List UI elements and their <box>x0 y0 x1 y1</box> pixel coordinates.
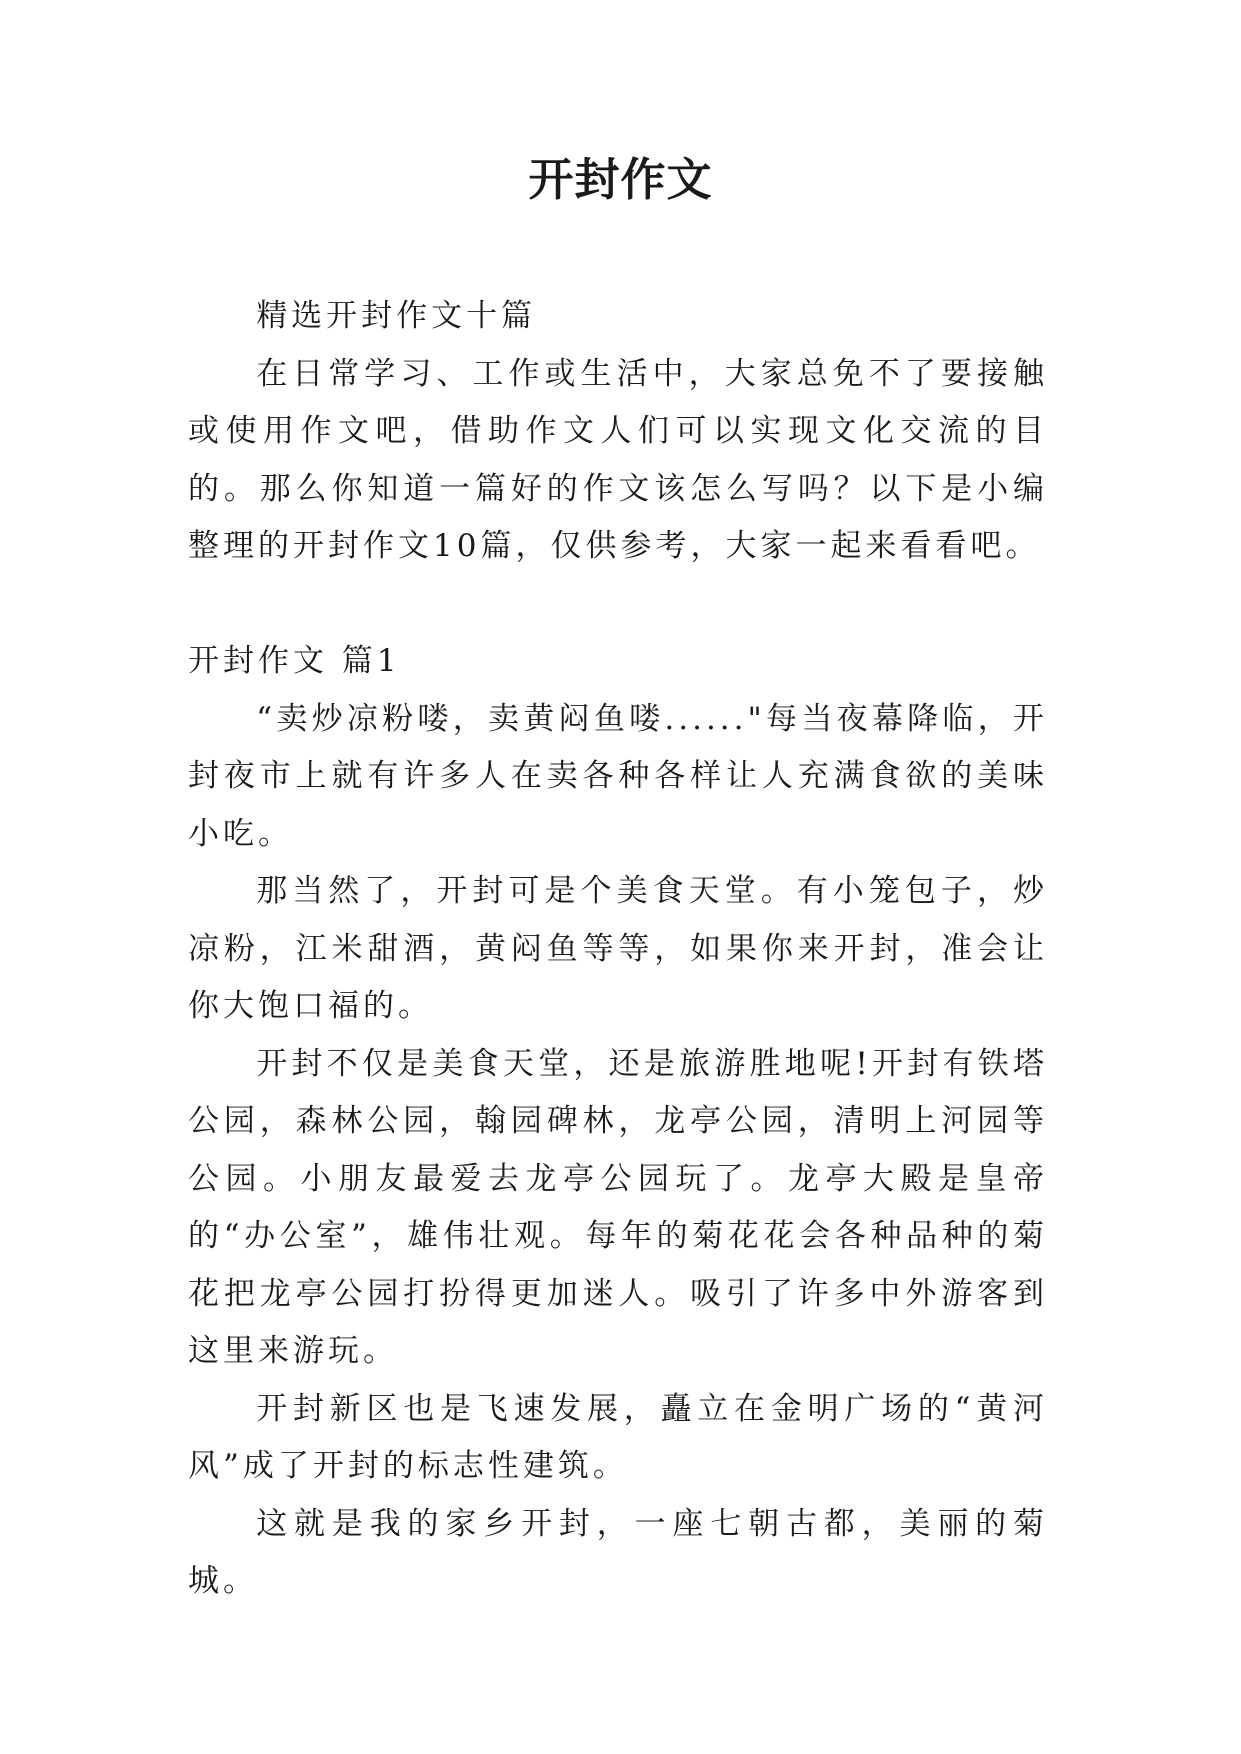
document-title: 开封作文 <box>528 153 713 206</box>
intro-paragraph: 在日常学习、工作或生活中，大家总免不了要接触或使用作文吧，借助作文人们可以实现文化交流的目的。那么你知道一篇好的作文该怎么写吗？以下是小编整理的开封作文10篇，仅供参考，大家一起来看看吧。 <box>188 355 1048 564</box>
document-subtitle: 精选开封作文十篇 <box>256 298 537 334</box>
body-paragraph: 开封不仅是美食天堂，还是旅游胜地呢!开封有铁塔公园，森林公园，翰园碑林，龙亭公园，清明上河园等公园。小朋友最爱去龙亭公园玩了。龙亭大殿是皇帝的“办公室”，雄伟壮观。每年的菊花花会各种品种的菊花把龙亭公园打扮得更加迷人。吸引了许多中外游客到这里来游玩。 <box>188 1045 1048 1369</box>
section-spacer <box>188 576 1048 634</box>
document-body <box>188 288 1048 1611</box>
body-paragraph: 开封新区也是飞速发展，矗立在金明广场的“黄河风”成了开封的标志性建筑。 <box>188 1390 1048 1484</box>
body-paragraph: 这就是我的家乡开封，一座七朝古都，美丽的菊城。 <box>188 1505 1048 1599</box>
body-paragraph: “卖炒凉粉喽，卖黄闷鱼喽......"每当夜幕降临，开封夜市上就有许多人在卖各种各样让人充满食欲的美味小吃。 <box>188 700 1048 852</box>
section-heading: 开封作文 篇1 <box>188 643 401 679</box>
body-paragraph: 那当然了，开封可是个美食天堂。有小笼包子，炒凉粉，江米甜酒，黄闷鱼等等，如果你来开封，准会让你大饱口福的。 <box>188 873 1048 1024</box>
